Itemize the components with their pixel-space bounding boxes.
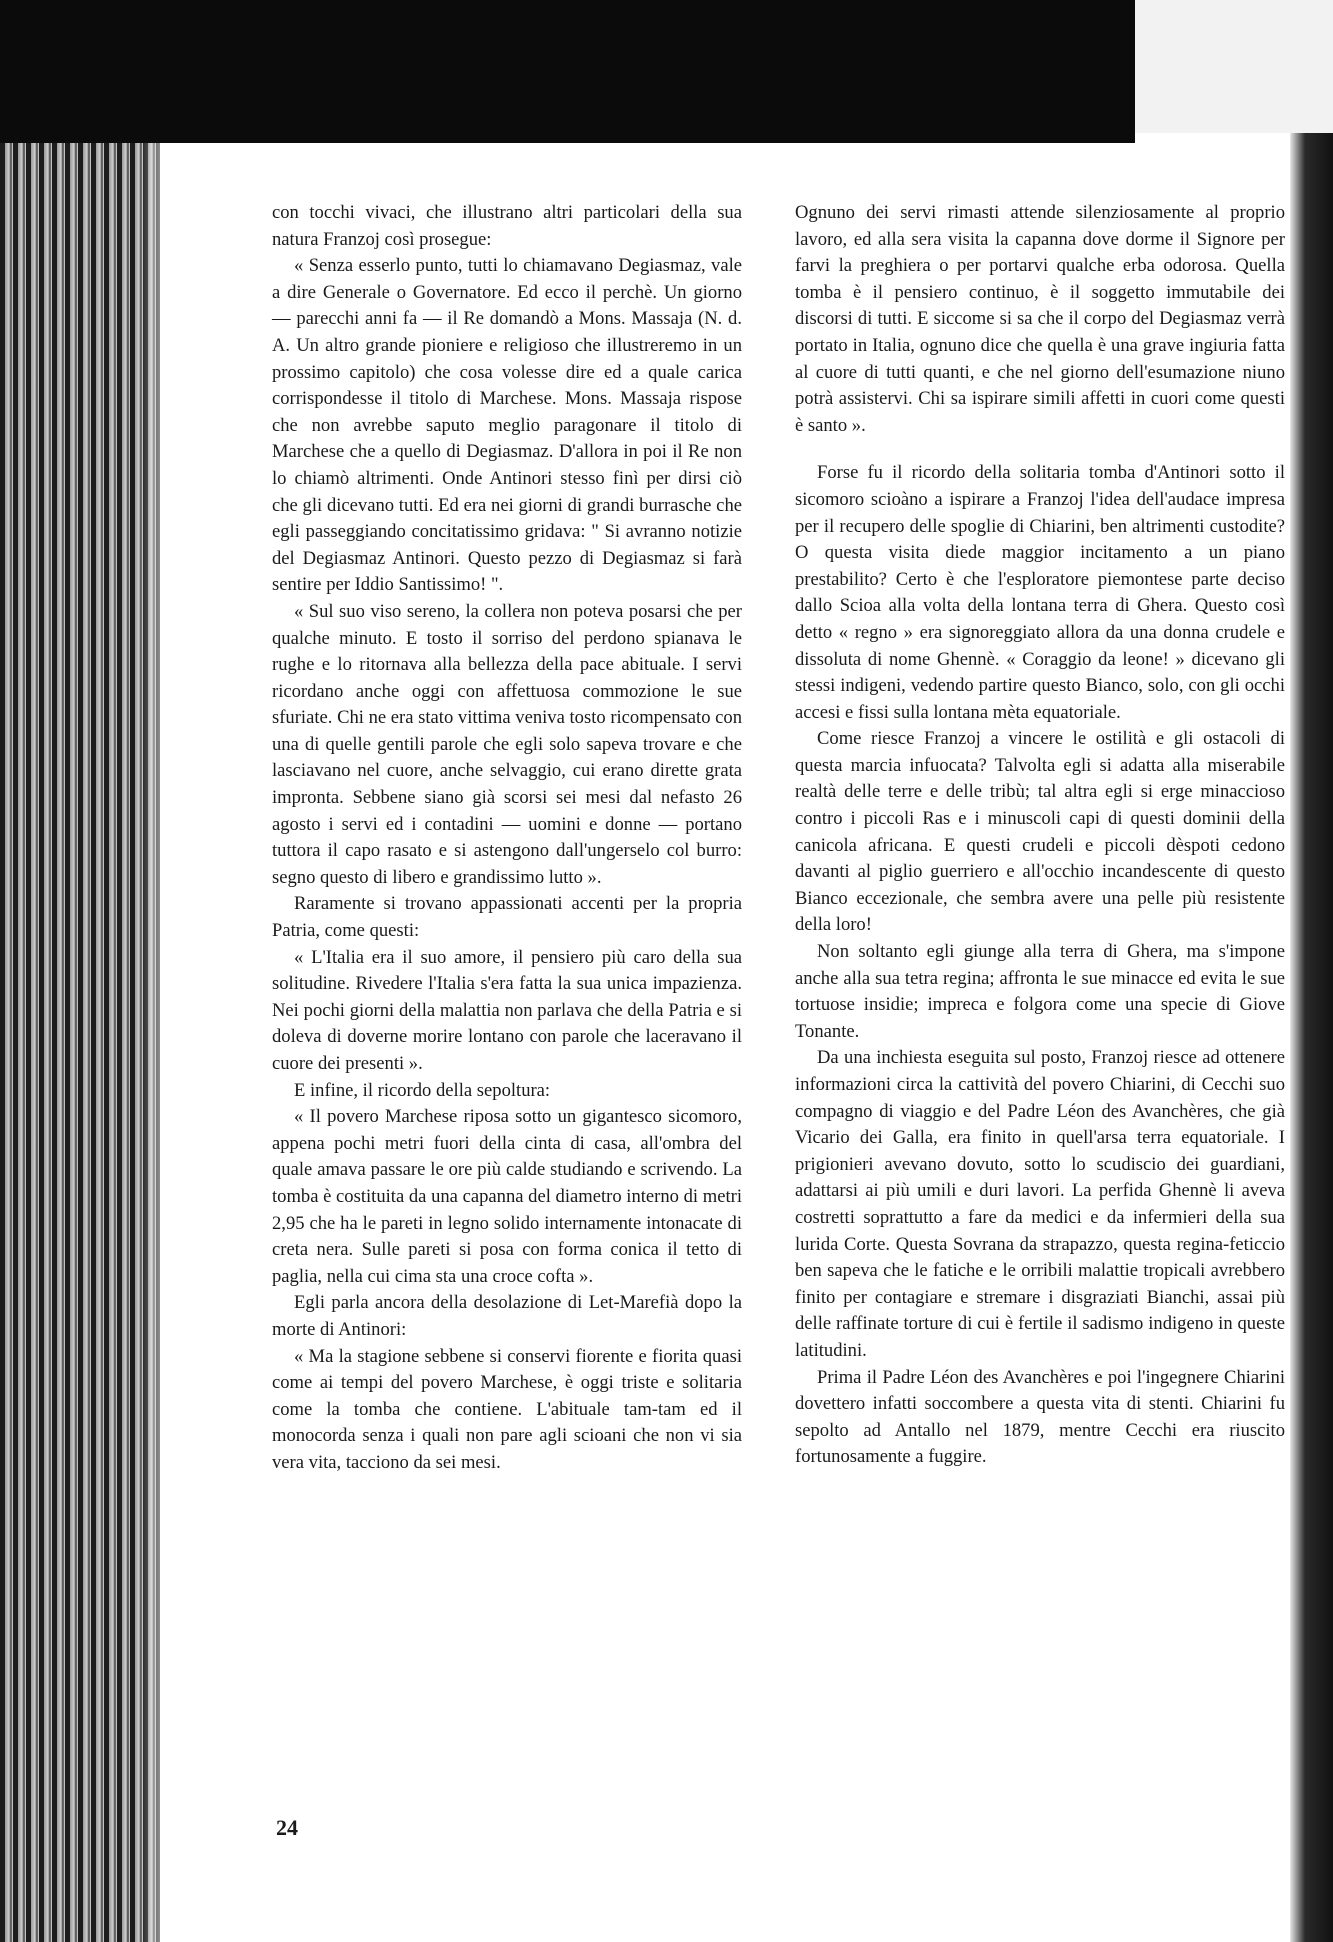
paragraph: Come riesce Franzoj a vincere le ostilità e gli ostacoli di questa marcia infuocata? Talvolta egli si adatta alla miserabile realtà delle terre e delle tribù; tal altra egli si erge minaccioso contro i piccoli Ras e i minuscoli capi di questi dominii della canicola africana. E questi crudeli e piccoli dèspoti cedono davanti al piglio guerriero e all'occhio incandescente di questo Bianco eccezionale, che sembra avere una pelle più resistente della loro! [795, 728, 1285, 936]
paragraph: Egli parla ancora della desolazione di Let-Marefià dopo la morte di Antinori: [272, 1292, 742, 1340]
paragraph: Da una inchiesta eseguita sul posto, Franzoj riesce ad ottenere informazioni circa la cattività del povero Chiarini, di Cecchi suo compagno di viaggio e del Padre Léon des Avanchères, che già Vicario dei Galla, era finito in quell'arsa terra equatoriale. I prigionieri avevano dovuto, sotto lo scudiscio dei guardiani, adattarsi ai più umili e duri lavori. La perfida Ghennè li aveva costretti soprattutto a fare da medici e da infermieri della sua lurida Corte. Questa Sovrana da strapazzo, questa regina-feticcio ben sapeva che le fatiche e le orribili malattie tropicali avrebbero finito per contagiare e stremare i disgraziati Bianchi, assai più delle raffinate torture di cui è fertile il sadismo indigeno in queste latitudini. [795, 1047, 1285, 1361]
text-column-right [795, 200, 1285, 1471]
page-number: 24 [276, 1815, 298, 1840]
paragraph: « Senza esserlo punto, tutti lo chiamavano Degiasmaz, vale a dire Generale o Governatore. Ed ecco il perchè. Un giorno — parecchi anni fa — il Re domandò a Mons. Massaja (N. d. A. Un altro grande pioniere e religioso che illustreremo in un prossimo capitolo) che cosa volesse dire ed a quale carica corrispondesse il titolo di Marchese. Mons. Massaja rispose che non avrebbe saputo meglio paragonare il titolo di Marchese che a quello di Degiasmaz. D'allora in poi il Re non lo chiamò altrimenti. Onde Antinori stesso finì per dirsi ciò che gli dicevano tutti. Ed era nei giorni di grandi burrasche che egli passeggiando concitatissimo gridava: " Si avranno notizie del Degiasmaz Antinori. Questo pezzo di Degiasmaz si farà sentire per Iddio Santissimo! ". [272, 255, 742, 596]
paragraph: « Ma la stagione sebbene si conservi fiorente e fiorita quasi come ai tempi del povero Marchese, è oggi triste e solitaria come la tomba che contiene. L'abituale tam-tam ed il monocorda senza i quali non pare agli scioani che non vi sia vera vita, tacciono da sei mesi. [272, 1345, 742, 1473]
paragraph: « Sul suo viso sereno, la collera non poteva posarsi che per qualche minuto. E tosto il sorriso del perdono spianava le rughe e lo ritornava alla bellezza della pace abituale. I servi ricordano anche oggi con affettuosa commozione le sue sfuriate. Chi ne era stato vittima veniva tosto ricompensato con una di quelle gentili parole che egli solo sapeva trovare e che lasciavano nel cuore, anche selvaggio, cui erano dirette grata impronta. Sebbene siano già scorsi sei mesi dal nefasto 26 agosto i servi ed i contadini — uomini e donne — portano tuttora il capo rasato e si astengono dall'ungerselo col burro: segno questo di libero e grandissimo lutto ». [272, 600, 742, 888]
scan-top-right-margin [1135, 0, 1333, 133]
paragraph: Ognuno dei servi rimasti attende silenziosamente al proprio lavoro, ed alla sera visita la capanna dove dorme il Signore per farvi la preghiera o per portarvi qualche erba odorosa. Quella tomba è il pensiero continuo, è il soggetto immutabile dei discorsi di tutti. E siccome si sa che il corpo del Degiasmaz verrà portato in Italia, ognuno dice che quella è una grave ingiuria fatta al cuore di tutti quanti, e che nel giorno dell'esumazione niuno potrà assistervi. Chi sa ispirare simili affetti in cuori come questi è santo ». [795, 202, 1285, 436]
paragraph: Raramente si trovano appassionati accenti per la propria Patria, come questi: [272, 893, 742, 942]
paragraph: Non soltanto egli giunge alla terra di Ghera, ma s'impone anche alla sua tetra regina; affronta le sue minacce ed evita le sue tortuose insidie; impreca e folgora come una specie di Giove Tonante. [795, 941, 1285, 1042]
book-page-edges [0, 143, 160, 1942]
paragraph: E infine, il ricordo della sepoltura: [294, 1079, 551, 1101]
text-column-left [272, 200, 742, 1477]
paragraph: con tocchi vivaci, che illustrano altri particolari della sua natura Franzoj così prosegue: [272, 202, 742, 250]
scan-right-edge [1290, 133, 1333, 1942]
paragraph: « Il povero Marchese riposa sotto un gigantesco sicomoro, appena pochi metri fuori della cinta di casa, all'ombra del quale amava passare le ore più calde studiando e scrivendo. La tomba è costituita da una capanna del diametro interno di metri 2,95 che ha le pareti in legno solido internamente intonacate di creta nera. Sulle pareti si posa con forma conica il tetto di paglia, nella cui cima sta una croce cofta ». [272, 1106, 742, 1287]
paragraph: Forse fu il ricordo della solitaria tomba d'Antinori sotto il sicomoro scioàno a ispirare a Franzoj l'idea dell'audace impresa per il recupero delle spoglie di Chiarini, ben altrimenti custodite? O questa visita diede maggior incitamento a un piano prestabilito? Certo è che l'esploratore piemontese parte deciso dallo Scioa alla volta della lontana terra di Ghera. Questo così detto « regno » era signoreggiato allora da una donna crudele e dissoluta di nome Ghennè. « Coraggio da leone! » dicevano gli stessi indigeni, vedendo partire questo Bianco, solo, con gli occhi accesi e fissi sulla lontana mèta equatoriale. [795, 462, 1285, 723]
scan-top-dark-band [0, 0, 1135, 143]
paragraph: « L'Italia era il suo amore, il pensiero più caro della sua solitudine. Rivedere l'Italia s'era fatta la sua unica impazienza. Nei pochi giorni della malattia non parlava che della Patria e si doleva di doverne morire lontano con parole che laceravano il cuore dei presenti ». [272, 946, 742, 1074]
paragraph: Prima il Padre Léon des Avanchères e poi l'ingegnere Chiarini dovettero infatti soccombere a questa vita di stenti. Chiarini fu sepolto ad Antallo nel 1879, mentre Cecchi era riuscito fortunosamente a fuggire. [795, 1366, 1285, 1468]
